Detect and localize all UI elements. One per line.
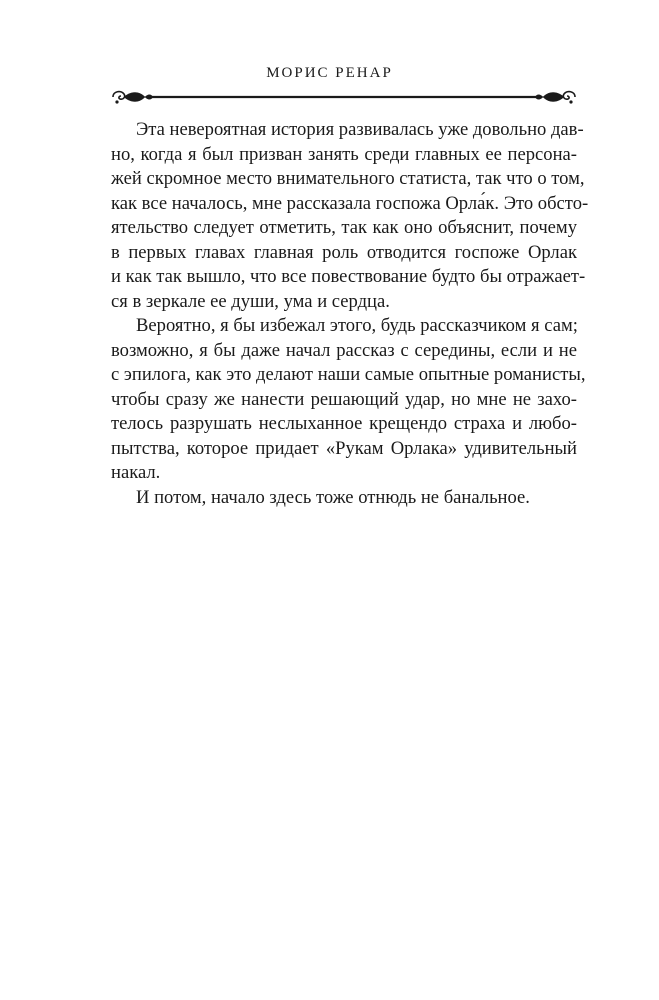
text-line: с эпилога, как это делают наши самые опытные романисты, [111, 364, 586, 385]
text-line: но, когда я был призван занять среди главных ее персона- [111, 143, 577, 165]
paragraph-2 [111, 314, 586, 486]
text-line: чтобы сразу же нанести решающий удар, но мне не захо- [111, 388, 577, 410]
text-line: ятельство следует отметить, так как оно объяснит, почему [111, 217, 577, 238]
paragraph-3 [111, 486, 577, 511]
text-line: И потом, начало здесь тоже отнюдь не банальное. [136, 486, 530, 508]
body-text [111, 118, 589, 510]
text-line: накал. [111, 462, 161, 483]
text-line: и как так вышло, что все повествование будто бы отражает- [111, 266, 586, 287]
paragraph-1 [111, 118, 589, 314]
text-line: ся в зеркале ее души, ума и сердца. [111, 290, 390, 312]
text-line: Вероятно, я бы избежал этого, будь рассказчиком я сам; [136, 315, 578, 336]
text-line: как все началось, мне рассказала госпожа Орла́к. Это обсто- [111, 192, 589, 214]
text-line: пытства, которое придает «Рукам Орлака» удивительный [111, 437, 577, 459]
text-line: возможно, я бы даже начал рассказ с середины, если и не [111, 339, 577, 361]
running-head: МОРИС РЕНАР [266, 65, 393, 81]
ornamental-rule [111, 86, 577, 108]
text-line: Эта невероятная история развивалась уже довольно дав- [136, 119, 584, 140]
text-line: телось разрушать неслыханное крещендо страха и любо- [111, 413, 577, 434]
text-line: жей скромное место внимательного статиста, так что о том, [111, 168, 585, 189]
text-line: в первых главах главная роль отводится госпоже Орлак [111, 241, 577, 263]
